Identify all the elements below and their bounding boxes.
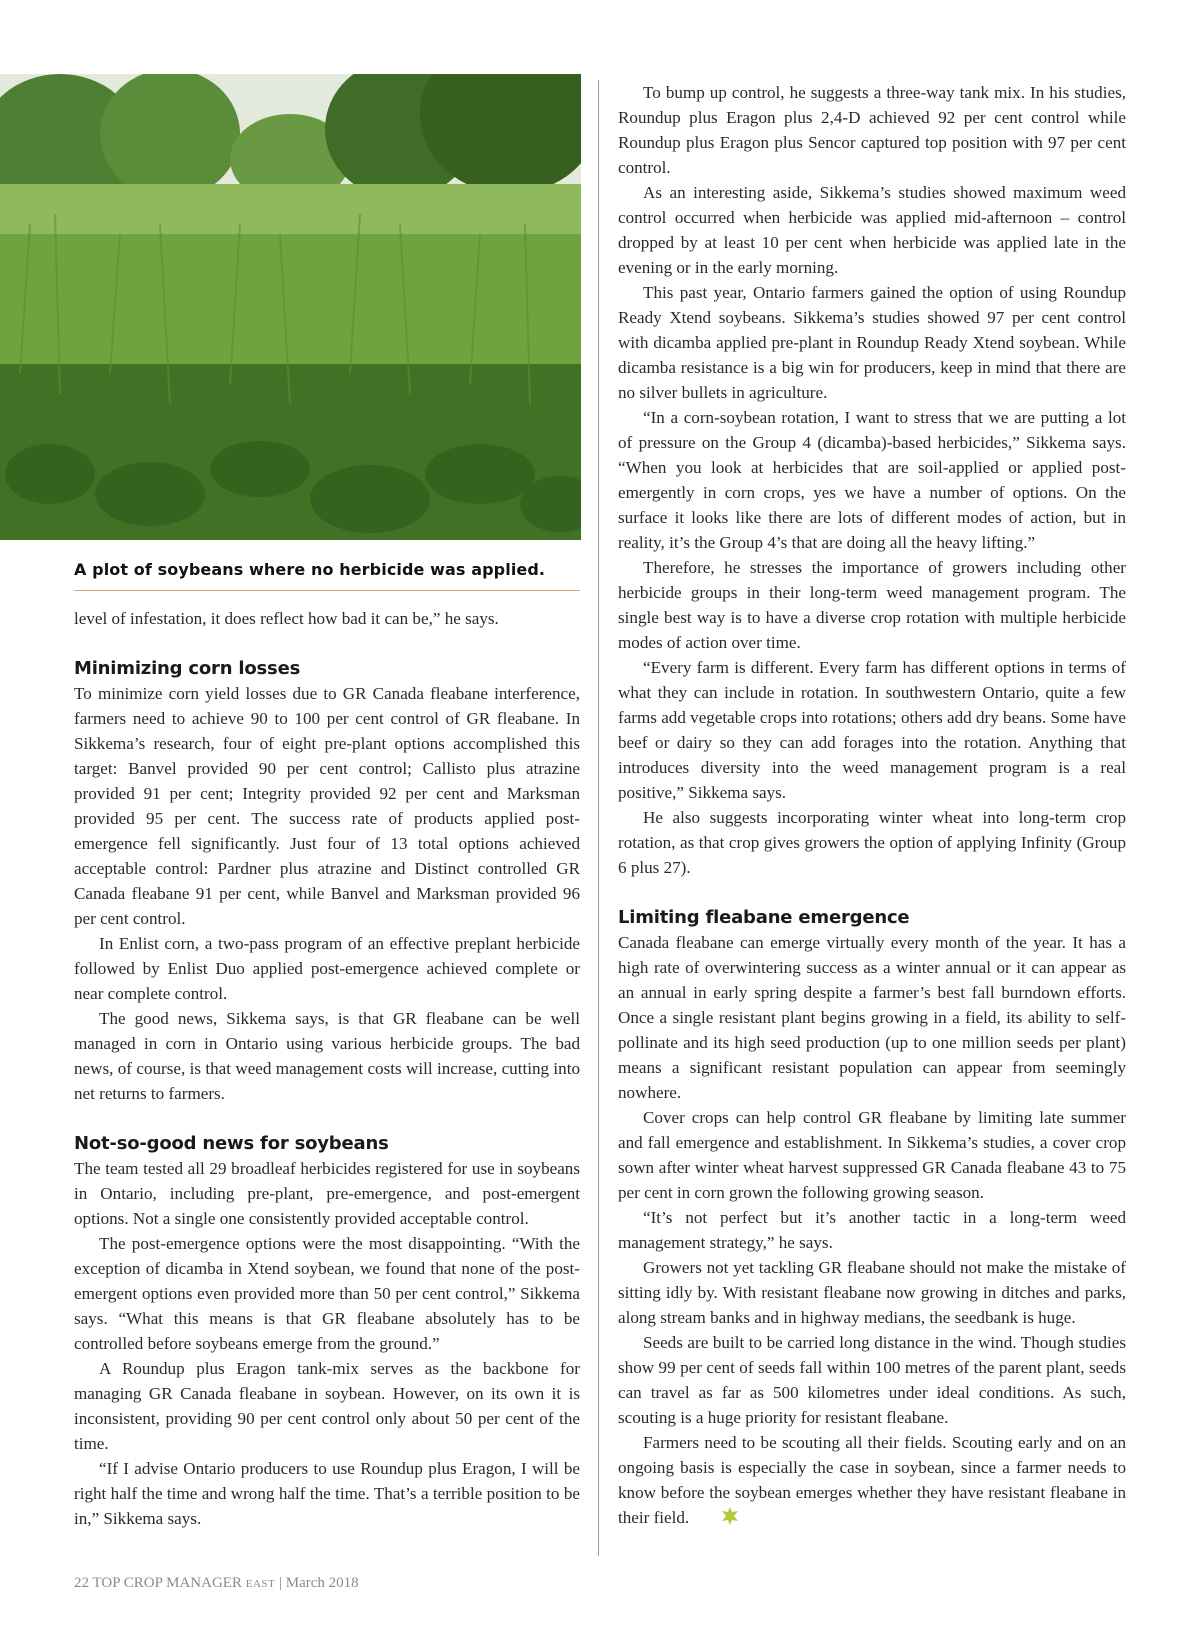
right-column <box>618 80 1126 1533</box>
paragraph: Seeds are built to be carried long distance in the wind. Though studies show 99 per cent of seeds fall within 100 metres of the parent plant, seeds can travel as far as 500 kilometres under ideal conditions. As such, scouting is a huge priority for resistant fleabane. <box>618 1333 1126 1427</box>
caption-divider <box>74 590 580 591</box>
paragraph: To bump up control, he suggests a three-way tank mix. In his studies, Roundup plus Eragon plus 2,4-D achieved 92 per cent control while Roundup plus Eragon plus Sencor captured top position with 97 per cent control. <box>618 83 1126 177</box>
paragraph: Therefore, he stresses the importance of growers including other herbicide groups in their long-term weed management program. The single best way is to have a diverse crop rotation with multiple herbicide modes of action over time. <box>618 558 1126 652</box>
magazine-edition: EAST <box>245 1578 276 1590</box>
section-heading-limiting-fleabane: Limiting fleabane emergence <box>618 907 910 928</box>
paragraph: The team tested all 29 broadleaf herbicides registered for use in soybeans in Ontario, including pre-plant, pre-emergence, and post-emergent options. Not a single one consistently provided acceptable control. <box>74 1159 580 1228</box>
magazine-name: TOP CROP MANAGER <box>92 1575 242 1591</box>
paragraph: Cover crops can help control GR fleabane by limiting late summer and fall emergence and establishment. In Sikkema’s studies, a cover crop sown after winter wheat harvest suppressed GR Canada fleabane 43 to 75 per cent in corn grown the following growing season. <box>618 1108 1126 1202</box>
paragraph-last <box>618 1430 1126 1533</box>
page-number: 22 <box>74 1575 89 1591</box>
paragraph: As an interesting aside, Sikkema’s studies showed maximum weed control occurred when herbicide was applied mid-afternoon – control dropped by at least 10 per cent when herbicide was applied late in the evening or in the early morning. <box>618 183 1126 277</box>
paragraph: “In a corn-soybean rotation, I want to stress that we are putting a lot of pressure on the Group 4 (dicamba)-based herbicides,” Sikkema says. “When you look at herbicides that are soil-applied or applied post-emergently in corn crops, yes we have a number of options. On the surface it looks like there are lots of different modes of action, but in reality, it’s the Group 4’s that are doing all the heavy lifting.” <box>618 408 1126 552</box>
paragraph-text: Farmers need to be scouting all their fields. Scouting early and on an ongoing basis is especially the case in soybean, since a farmer needs to know before the soybean emerges whether they have resistant fleabane in their field. <box>618 1433 1126 1527</box>
photo-illustration <box>0 74 581 540</box>
paragraph: A Roundup plus Eragon tank-mix serves as the backbone for managing GR Canada fleabane in soybean. However, on its own it is inconsistent, providing 90 per cent control only about 50 per cent of the time. <box>74 1359 580 1453</box>
section-heading-soybeans: Not-so-good news for soybeans <box>74 1133 389 1154</box>
left-column <box>74 606 580 1531</box>
paragraph: The post-emergence options were the most disappointing. “With the exception of dicamba in Xtend soybean, we found that none of the post-emergent options even provided more than 50 per cent control,” Sikkema says. “What this means is that GR fleabane absolutely has to be controlled before soybeans emerge from the ground.” <box>74 1234 580 1353</box>
soybean-field-photo <box>0 74 581 540</box>
paragraph: “It’s not perfect but it’s another tactic in a long-term weed management strategy,” he says. <box>618 1208 1126 1252</box>
paragraph: Growers not yet tackling GR fleabane should not make the mistake of sitting idly by. With resistant fleabane now growing in ditches and parks, along stream banks and in highway medians, the seedbank is huge. <box>618 1258 1126 1327</box>
paragraph: This past year, Ontario farmers gained the option of using Roundup Ready Xtend soybeans. Sikkema’s studies showed 97 per cent control with dicamba applied pre-plant in Roundup Ready Xtend soybean. While dicamba resistance is a big win for producers, keep in mind that there are no silver bullets in agriculture. <box>618 283 1126 402</box>
paragraph: “Every farm is different. Every farm has different options in terms of what they can include in rotation. In southwestern Ontario, quite a few farms add vegetable crops into rotations; others add dry beans. Some have beef or dairy so they can add forages into the rotation. Anything that introduces diversity into the weed management program is a real positive,” Sikkema says. <box>618 658 1126 802</box>
footer-separator: | <box>278 1575 282 1591</box>
paragraph: He also suggests incorporating winter wheat into long-term crop rotation, as that crop gives growers the option of applying Infinity (Group 6 plus 27). <box>618 808 1126 877</box>
leaf-end-icon <box>695 1506 740 1533</box>
page-footer <box>74 1575 359 1592</box>
paragraph: To minimize corn yield losses due to GR Canada fleabane interference, farmers need to achieve 90 to 100 per cent control of GR fleabane. In Sikkema’s research, four of eight pre-plant options accomplished this target: Banvel provided 90 per cent control; Callisto plus atrazine provided 91 per cent; Integrity provided 92 per cent and Marksman provided 95 per cent. The success rate of products applied post-emergence fell significantly. Just four of 13 total options achieved acceptable control: Pardner plus atrazine and Distinct controlled GR Canada fleabane 91 per cent, while Banvel and Marksman provided 96 per cent control. <box>74 684 580 928</box>
paragraph: Canada fleabane can emerge virtually every month of the year. It has a high rate of overwintering success as a winter annual or it can appear as an annual in early spring despite a farmer’s best fall burndown efforts. Once a single resistant plant begins growing in a field, its ability to self-pollinate and its high seed production (up to one million seeds per plant) means a significant resistant population can appear from seemingly nowhere. <box>618 933 1126 1102</box>
paragraph: The good news, Sikkema says, is that GR fleabane can be well managed in corn in Ontario using various herbicide groups. The bad news, of course, is that weed management costs will increase, cutting into net returns to farmers. <box>74 1009 580 1103</box>
issue-date: March 2018 <box>285 1575 359 1591</box>
paragraph: “If I advise Ontario producers to use Roundup plus Eragon, I will be right half the time and wrong half the time. That’s a terrible position to be in,” Sikkema says. <box>74 1459 580 1528</box>
paragraph: In Enlist corn, a two-pass program of an effective preplant herbicide followed by Enlist Duo applied post-emergence achieved complete or near complete control. <box>74 934 580 1003</box>
column-divider <box>598 80 599 1556</box>
paragraph: level of infestation, it does reflect how bad it can be,” he says. <box>74 609 499 628</box>
section-heading-minimizing-corn-losses: Minimizing corn losses <box>74 658 301 679</box>
photo-caption: A plot of soybeans where no herbicide was applied. <box>74 560 546 579</box>
